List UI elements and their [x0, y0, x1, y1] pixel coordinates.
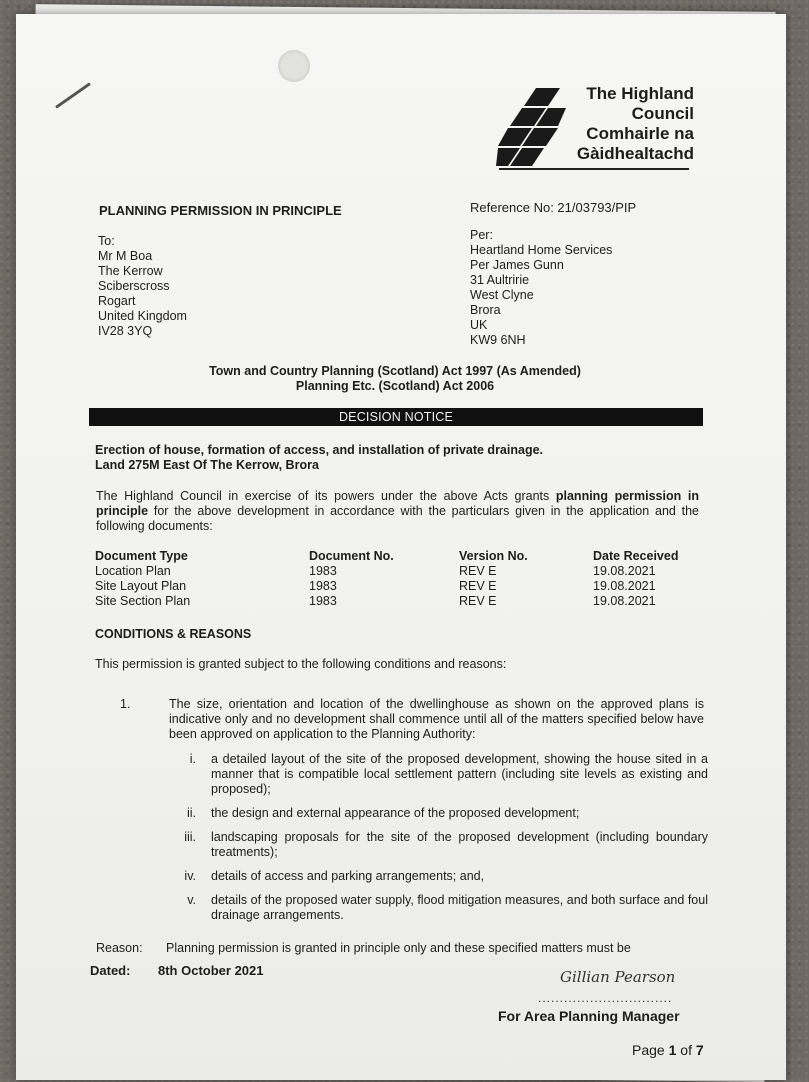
- table-row: [95, 594, 705, 609]
- agent-address: [470, 228, 612, 348]
- table-row: [95, 579, 705, 594]
- table-cell: REV E: [459, 564, 497, 578]
- table-cell: 19.08.2021: [593, 564, 656, 578]
- address-line: West Clyne: [470, 288, 534, 302]
- address-line: Rogart: [98, 294, 136, 308]
- decision-notice-label: DECISION NOTICE: [338, 410, 454, 424]
- documents-table: [95, 549, 705, 609]
- table-cell: 1983: [309, 594, 337, 608]
- legislation-heading: [160, 364, 630, 394]
- table-header-row: [95, 549, 705, 564]
- address-line: To:: [98, 234, 115, 248]
- organization-name: [569, 84, 694, 164]
- reference-number: Reference No: 21/03793/PIP: [470, 200, 637, 215]
- intro-bold-text: planning permission in principle: [96, 489, 699, 518]
- reason-text: Planning permission is granted in principle only and these specified matters must be: [166, 941, 631, 955]
- dated-label: Dated:: [90, 963, 131, 978]
- subitem-numeral: iv.: [184, 869, 196, 883]
- subitem-text: a detailed layout of the site of the proposed development, showing the house sited in a manner that is compatible local settlement pattern (including site levels as existing and proposed);: [211, 752, 708, 796]
- page-of: of: [676, 1042, 696, 1058]
- reason-label: Reason:: [96, 941, 143, 955]
- address-line: Mr M Boa: [98, 249, 153, 263]
- gaelic-line-2: Gàidhealtachd: [576, 144, 694, 163]
- subitem-text: landscaping proposals for the site of the proposed development (including boundary treatments);: [211, 830, 708, 859]
- table-row: [95, 564, 705, 579]
- condition-text: The size, orientation and location of the dwellinghouse as shown on the approved plans is indicative only and no development shall commence until all of the matters specified below have been approved on application to the Planning Authority:: [169, 697, 704, 741]
- signature: Gillian Pearson: [560, 968, 676, 986]
- decision-notice-banner: [89, 408, 703, 426]
- table-cell: 1983: [309, 564, 337, 578]
- table-cell: Site Section Plan: [95, 594, 191, 608]
- punch-hole: [278, 50, 310, 82]
- org-line-1: The Highland: [586, 84, 694, 103]
- signatory-title: For Area Planning Manager: [498, 1008, 680, 1024]
- subitem-numeral: iii.: [184, 830, 196, 844]
- signature-line: ...............................: [538, 991, 673, 1005]
- table-cell: 19.08.2021: [593, 594, 656, 608]
- act-line: Planning Etc. (Scotland) Act 2006: [295, 379, 495, 393]
- column-header: Version No.: [459, 549, 528, 563]
- subitem-text: the design and external appearance of the proposed development;: [211, 806, 580, 820]
- address-line: United Kingdom: [98, 309, 187, 323]
- table-cell: 1983: [309, 579, 337, 593]
- subitem-numeral: ii.: [186, 806, 196, 820]
- address-line: Sciberscross: [98, 279, 170, 293]
- address-line: Brora: [470, 303, 501, 317]
- page-prefix: Page: [632, 1042, 669, 1058]
- intro-text: The Highland Council in exercise of its powers under the above Acts grants: [96, 489, 556, 503]
- intro-text: for the above development in accordance with the particulars given in the application and the following documents:: [96, 504, 699, 533]
- act-line: Town and Country Planning (Scotland) Act 1997 (As Amended): [209, 364, 581, 378]
- column-header: Date Received: [593, 549, 679, 563]
- org-line-2: Council: [631, 104, 694, 123]
- address-line: Per James Gunn: [470, 258, 564, 272]
- subitem-numeral: i.: [189, 752, 196, 766]
- development-location: Land 275M East Of The Kerrow, Brora: [95, 458, 319, 472]
- staple: [55, 82, 91, 109]
- address-line: The Kerrow: [98, 264, 163, 278]
- subitem-text: details of access and parking arrangements; and,: [211, 869, 485, 883]
- address-line: Per:: [470, 228, 493, 242]
- subitem-text: details of the proposed water supply, flood mitigation measures, and both surface and foul drainage arrangements.: [211, 893, 708, 922]
- grant-paragraph: [96, 489, 699, 534]
- address-line: UK: [470, 318, 488, 332]
- highland-council-logo-icon: [496, 86, 568, 168]
- conditions-intro: This permission is granted subject to the following conditions and reasons:: [95, 657, 507, 671]
- address-line: Heartland Home Services: [470, 243, 613, 257]
- development-line: Erection of house, formation of access, and installation of private drainage.: [95, 443, 544, 457]
- table-cell: Location Plan: [95, 564, 171, 578]
- issue-date: 8th October 2021: [158, 963, 264, 978]
- address-line: 31 Aultririe: [470, 273, 530, 287]
- address-line: IV28 3YQ: [98, 324, 153, 338]
- table-cell: REV E: [459, 594, 497, 608]
- document-title: PLANNING PERMISSION IN PRINCIPLE: [99, 203, 342, 218]
- letterhead-rule: [499, 168, 689, 170]
- column-header: Document No.: [309, 549, 394, 563]
- page-number: [632, 1042, 704, 1058]
- development-description: [95, 443, 543, 473]
- conditions-heading: CONDITIONS & REASONS: [95, 627, 252, 641]
- table-cell: 19.08.2021: [593, 579, 656, 593]
- condition-number: 1.: [120, 697, 131, 711]
- table-cell: REV E: [459, 579, 497, 593]
- page-total: 7: [695, 1042, 704, 1058]
- page-current: 1: [668, 1042, 677, 1058]
- subitem-numeral: v.: [187, 893, 196, 907]
- recipient-address: [98, 234, 187, 339]
- column-header: Document Type: [95, 549, 188, 563]
- table-cell: Site Layout Plan: [95, 579, 187, 593]
- address-line: KW9 6NH: [470, 333, 526, 347]
- gaelic-line-1: Comhairle na: [586, 124, 694, 143]
